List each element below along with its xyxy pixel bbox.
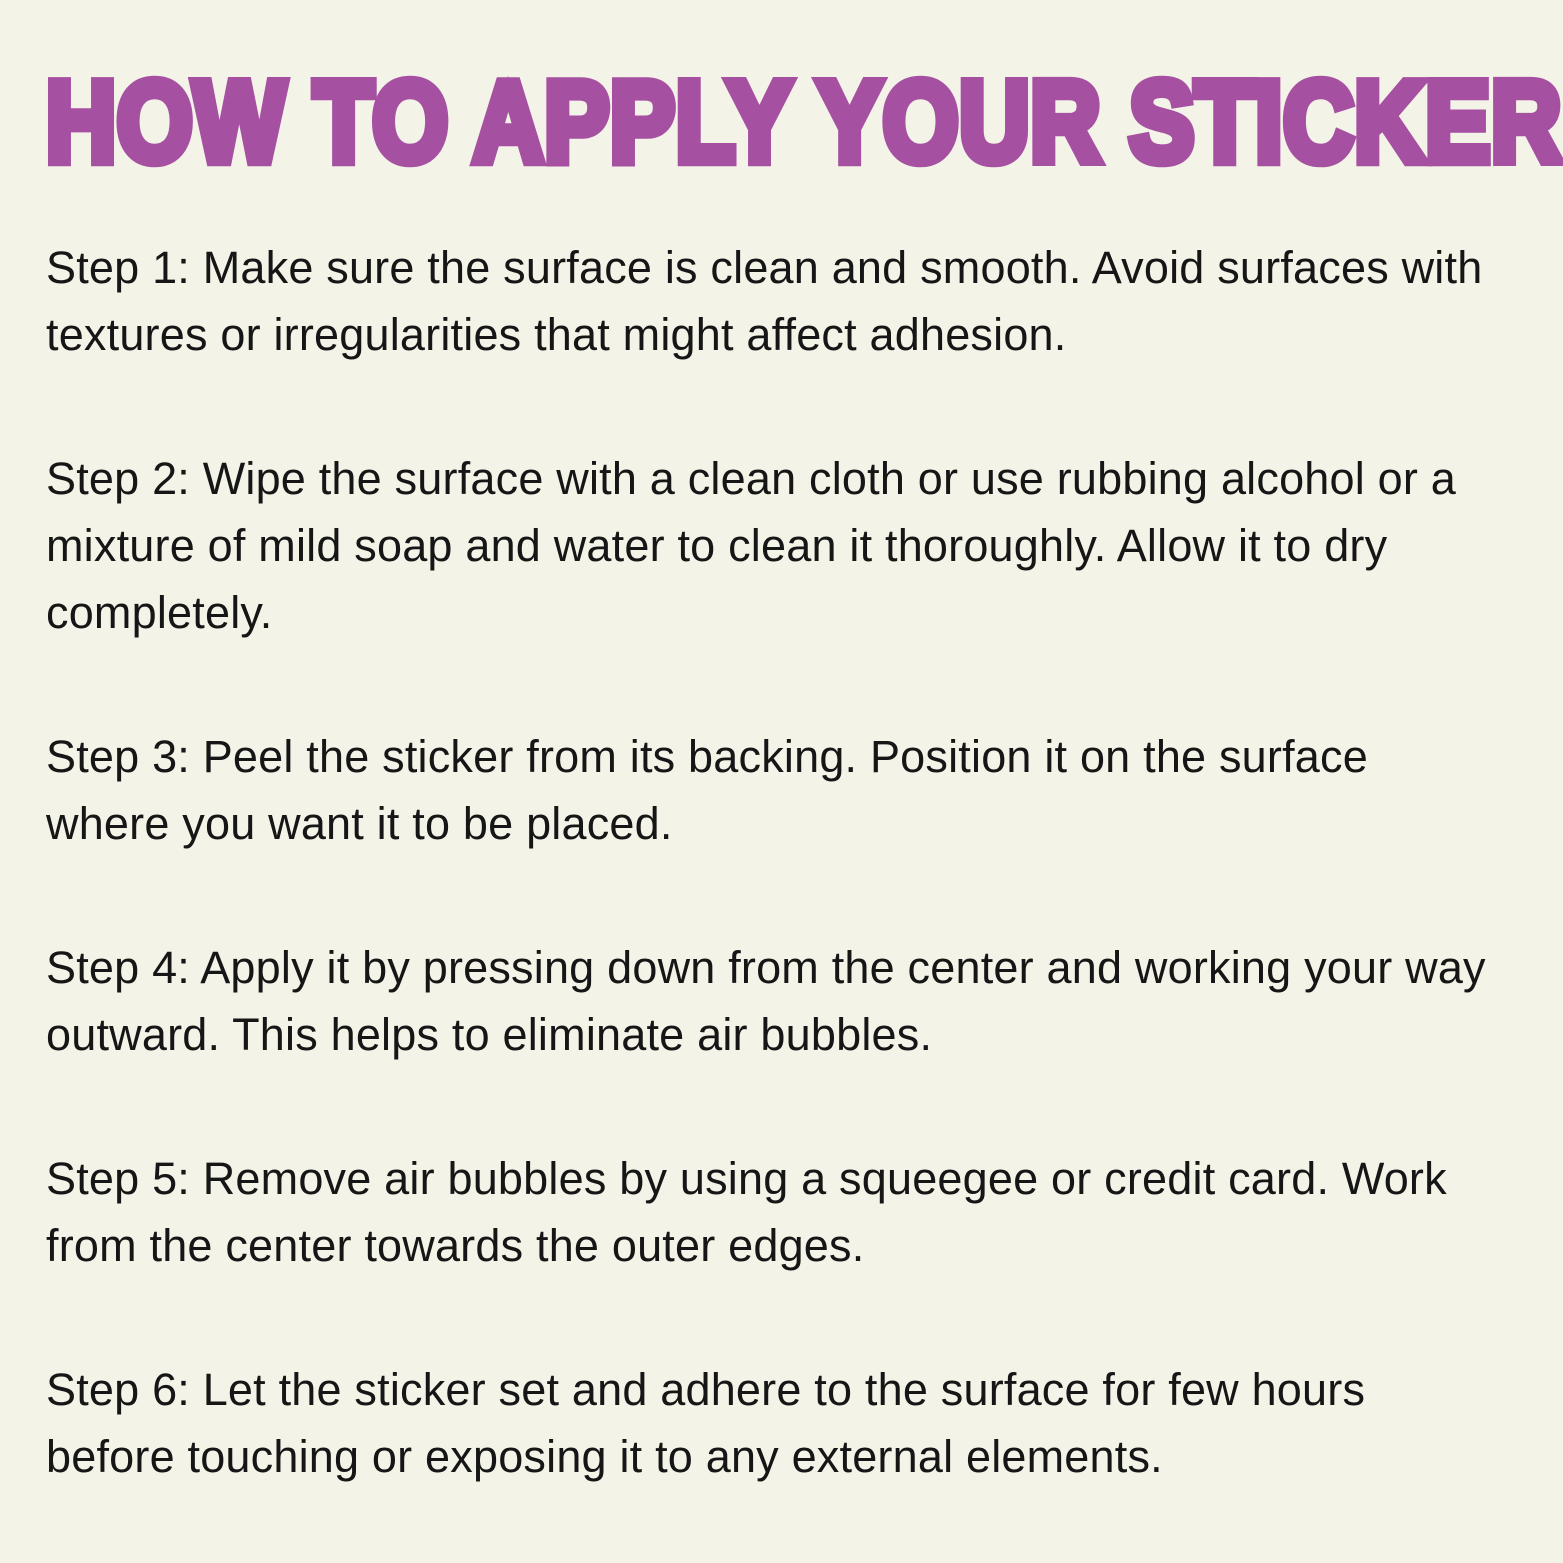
step-3-paragraph: Step 3: Peel the sticker from its backing. Position it on the surface where you want it to be placed. (46, 731, 1368, 849)
step-4-paragraph: Step 4: Apply it by pressing down from the center and working your way outward. This helps to eliminate air bubbles. (46, 942, 1486, 1060)
step-2-paragraph: Step 2: Wipe the surface with a clean cloth or use rubbing alcohol or a mixture of mild soap and water to clean it thoroughly. Allow it to dry completely. (46, 453, 1456, 638)
step-6-paragraph: Step 6: Let the sticker set and adhere to the surface for few hours before touching or exposing it to any external elements. (46, 1364, 1366, 1482)
page-title: HOW TO APPLY YOUR STICKER (46, 57, 1563, 186)
step-1-paragraph: Step 1: Make sure the surface is clean and smooth. Avoid surfaces with textures or irregularities that might affect adhesion. (46, 242, 1483, 360)
step-5-paragraph: Step 5: Remove air bubbles by using a squeegee or credit card. Work from the center towards the outer edges. (46, 1153, 1447, 1271)
steps-list (46, 234, 1503, 1490)
